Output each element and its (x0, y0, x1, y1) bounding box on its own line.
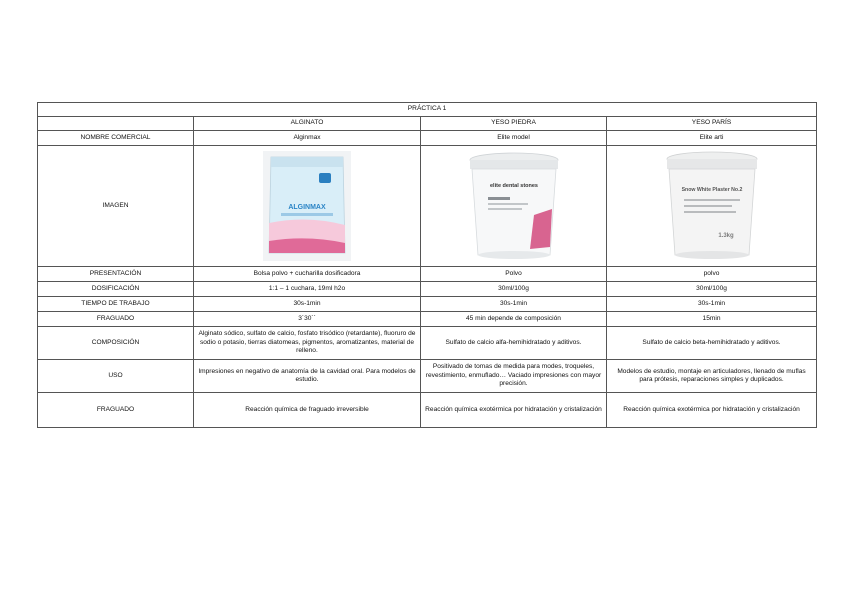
cell-dosificacion-alginato: 1:1 – 1 cuchara, 19ml h2o (194, 282, 421, 297)
cell-nombre-alginato: Alginmax (194, 131, 421, 146)
cell-tiempo-alginato: 30s-1min (194, 297, 421, 312)
row-label-uso: USO (38, 360, 194, 393)
row-label-fraguado-tipo: FRAGUADO (38, 393, 194, 428)
cell-dosificacion-yeso-piedra: 30ml/100g (421, 282, 607, 297)
row-label-composicion: COMPOSICIÓN (38, 327, 194, 360)
plaster-weight-text: 1.3kg (717, 233, 734, 239)
row-uso (38, 360, 817, 393)
cell-fraguado-tiempo-yeso-paris: 15min (607, 312, 817, 327)
row-presentacion (38, 267, 817, 282)
cell-tiempo-yeso-paris: 30s-1min (607, 297, 817, 312)
row-dosificacion (38, 282, 817, 297)
stone-brand-text: elite dental stones (489, 183, 538, 189)
cell-imagen-yeso-paris (607, 146, 817, 267)
cell-imagen-yeso-piedra (421, 146, 607, 267)
title-row (38, 103, 817, 117)
row-label-dosificacion: DOSIFICACIÓN (38, 282, 194, 297)
header-yeso-piedra: YESO PIEDRA (421, 117, 607, 131)
cell-imagen-alginato (194, 146, 421, 267)
row-label-presentacion: PRESENTACIÓN (38, 267, 194, 282)
cell-fraguado-tiempo-yeso-piedra: 45 min depende de composición (421, 312, 607, 327)
cell-presentacion-alginato: Bolsa polvo + cucharilla dosificadora (194, 267, 421, 282)
cell-presentacion-yeso-piedra: Polvo (421, 267, 607, 282)
plaster-brand-text: Snow White Plaster No.2 (681, 187, 742, 193)
header-alginato: ALGINATO (194, 117, 421, 131)
cell-composicion-alginato: Alginato sódico, sulfato de calcio, fosfato trisódico (retardante), fluoruro de sodio o potasio, tierras diatomeas, pigmentos, aromatizantes, material de relleno. (194, 327, 421, 360)
cell-composicion-yeso-piedra: Sulfato de calcio alfa-hemihidratado y aditivos. (421, 327, 607, 360)
header-empty-cell (38, 117, 194, 131)
header-row (38, 117, 817, 131)
row-tiempo-trabajo (38, 297, 817, 312)
cell-nombre-yeso-paris: Elite arti (607, 131, 817, 146)
row-fraguado-tiempo (38, 312, 817, 327)
cell-fraguado-tipo-yeso-piedra: Reacción química exotérmica por hidratación y cristalización (421, 393, 607, 428)
row-composicion (38, 327, 817, 360)
row-label-tiempo: TIEMPO DE TRABAJO (38, 297, 194, 312)
alginate-brand-text: ALGINMAX (288, 204, 326, 211)
row-nombre-comercial (38, 131, 817, 146)
plaster-bucket-image (662, 149, 762, 263)
cell-uso-yeso-paris: Modelos de estudio, montaje en articuladores, llenado de muflas para prótesis, reparaciones simples y duplicados. (607, 360, 817, 393)
alginate-bag-image (257, 149, 357, 263)
cell-composicion-yeso-paris: Sulfato de calcio beta-hemihidratado y aditivos. (607, 327, 817, 360)
table-title: PRÁCTICA 1 (38, 103, 817, 117)
row-label-imagen: IMAGEN (38, 146, 194, 267)
row-label-fraguado-tiempo: FRAGUADO (38, 312, 194, 327)
cell-fraguado-tipo-alginato: Reacción química de fraguado irreversible (194, 393, 421, 428)
header-yeso-paris: YESO PARÍS (607, 117, 817, 131)
row-label-nombre: NOMBRE COMERCIAL (38, 131, 194, 146)
row-fraguado-tipo (38, 393, 817, 428)
cell-fraguado-tiempo-alginato: 3´30´´ (194, 312, 421, 327)
stone-tub-image (464, 149, 564, 263)
row-imagen (38, 146, 817, 267)
cell-nombre-yeso-piedra: Elite model (421, 131, 607, 146)
cell-uso-yeso-piedra: Positivado de tomas de medida para modes, troqueles, revestimiento, enmuflado… Vaciado impresiones con mayor precisión. (421, 360, 607, 393)
cell-dosificacion-yeso-paris: 30ml/100g (607, 282, 817, 297)
cell-presentacion-yeso-paris: polvo (607, 267, 817, 282)
cell-tiempo-yeso-piedra: 30s-1min (421, 297, 607, 312)
cell-uso-alginato: Impresiones en negativo de anatomía de la cavidad oral. Para modelos de estudio. (194, 360, 421, 393)
practice-table (37, 102, 817, 428)
cell-fraguado-tipo-yeso-paris: Reacción química exotérmica por hidratación y cristalización (607, 393, 817, 428)
